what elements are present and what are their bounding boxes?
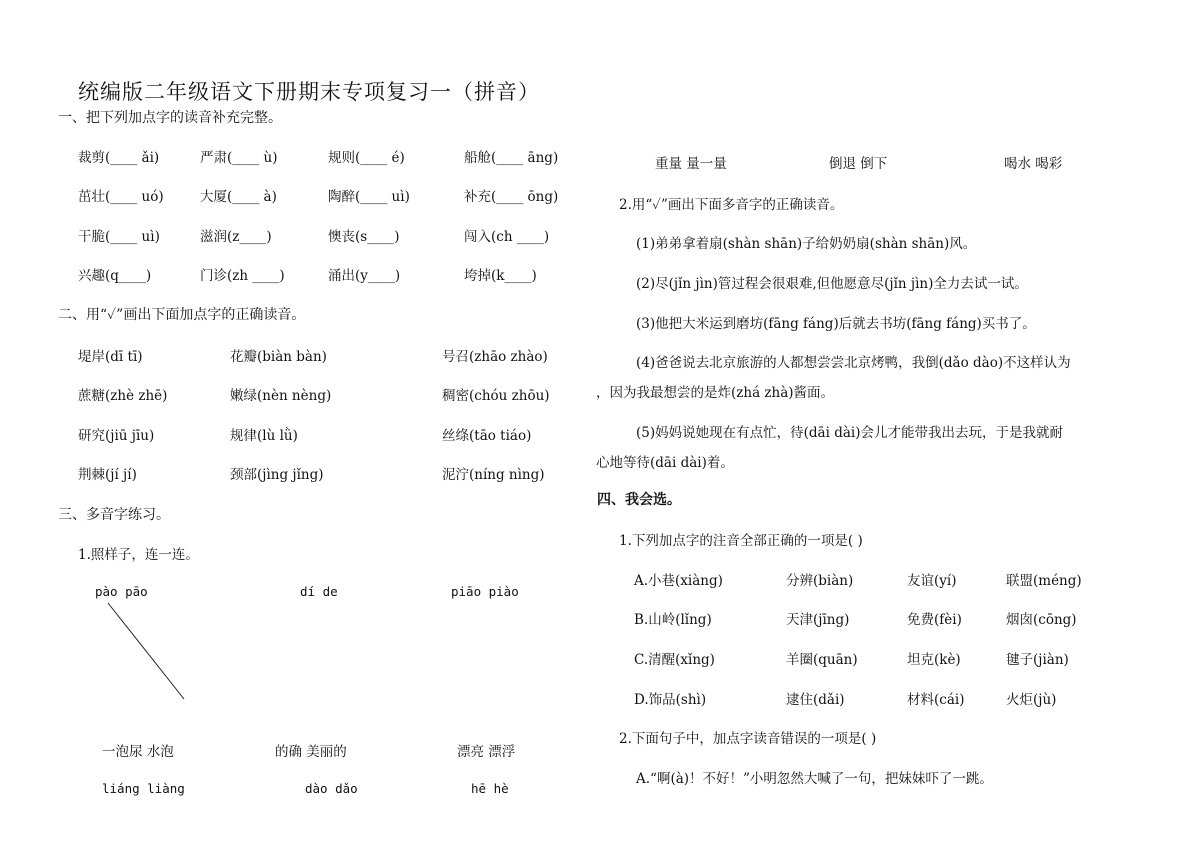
s4-q2: 2.下面句子中，加点字读音错误的一项是( ) (619, 731, 877, 747)
word-pair: 重量 量一量 (655, 156, 727, 172)
s2-item: 稠密(chóu zhōu) (442, 388, 550, 404)
s1-item: 门诊(zh ____) (200, 268, 285, 284)
s4-q2-option-a: A.“啊(à)！不好！”小明忽然大喊了一句，把妹妹吓了一跳。 (636, 771, 993, 787)
choice-option: 烟囱(cōng) (1006, 612, 1077, 628)
s1-item: 兴趣(q____) (78, 268, 152, 284)
s2-item: 研究(jiū jīu) (78, 428, 155, 444)
s4-q1: 1.下列加点字的注音全部正确的一项是( ) (619, 533, 863, 549)
s1-item: 闯入(ch ____) (464, 229, 550, 245)
s1-item: 茁壮(____ uó) (78, 189, 164, 205)
section-4-heading: 四、我会选。 (597, 492, 681, 508)
s1-item: 严肃(____ ù) (200, 150, 278, 166)
s2-item: 泥泞(níng nìng) (442, 467, 545, 483)
section-2-heading: 二、用“✓”画出下面加点字的正确读音。 (58, 307, 306, 323)
section-3-heading: 三、多音字练习。 (58, 507, 170, 523)
choice-option: C.清醒(xǐng) (634, 652, 715, 668)
choice-option: 火炬(jù) (1006, 692, 1057, 708)
s1-item: 补充(____ ōng) (464, 189, 559, 205)
word-pair: 漂亮 漂浮 (457, 744, 516, 760)
s1-item: 涌出(y____) (328, 268, 401, 284)
sentence: ，因为我最想尝的是炸(zhá zhà)酱面。 (596, 385, 835, 401)
word-pair: 喝水 喝彩 (1004, 156, 1063, 172)
choice-option: 逮住(dǎi) (786, 692, 845, 708)
pinyin-option: liáng liàng (102, 781, 185, 796)
s2-item: 颈部(jìng jǐng) (230, 467, 324, 483)
sentence: 心地等待(dāi dài)着。 (596, 455, 734, 471)
choice-option: 天津(jīng) (786, 612, 850, 628)
s3-q2: 2.用“✓”画出下面多音字的正确读音。 (619, 197, 844, 213)
choice-option: 友谊(yí) (907, 573, 957, 589)
s1-item: 裁剪(____ ǎi) (78, 150, 160, 166)
choice-option: 免费(fèi) (907, 612, 962, 628)
s2-item: 号召(zhāo zhào) (442, 349, 548, 365)
sentence: (5)妈妈说她现在有点忙，待(dāi dài)会儿才能带我出去玩，于是我就耐 (636, 425, 1063, 441)
choice-option: B.山岭(lǐng) (634, 612, 712, 628)
choice-option: A.小巷(xiàng) (634, 573, 723, 589)
pinyin-option: dào dǎo (305, 781, 358, 796)
s2-item: 荆棘(jí jí) (78, 467, 137, 483)
choice-option: 坦克(kè) (907, 652, 961, 668)
word-pair: 一泡尿 水泡 (102, 744, 174, 760)
s1-item: 船舱(____ āng) (464, 150, 559, 166)
pinyin-option: piāo piào (451, 584, 519, 599)
choice-option: 毽子(jiàn) (1006, 652, 1069, 668)
s2-item: 蔗糖(zhè zhē) (78, 388, 168, 404)
s1-item: 干脆(____ uì) (78, 229, 160, 245)
s2-item: 丝绦(tāo tiáo) (442, 428, 532, 444)
pinyin-option: dí de (300, 584, 338, 599)
choice-option: 联盟(méng) (1006, 573, 1082, 589)
sentence: (1)弟弟拿着扇(shàn shān)子给奶奶扇(shàn shān)风。 (636, 236, 977, 252)
word-pair: 倒退 倒下 (829, 156, 888, 172)
choice-option: 材料(cái) (907, 692, 965, 708)
pinyin-option: hē hè (471, 781, 509, 796)
choice-option: 羊圈(quān) (786, 652, 858, 668)
s1-item: 垮掉(k____) (464, 268, 537, 284)
page-title: 统编版二年级语文下册期末专项复习一（拼音） (78, 80, 540, 104)
choice-option: D.饰品(shì) (634, 692, 707, 708)
s2-item: 花瓣(biàn bàn) (230, 349, 327, 365)
s3-q1: 1.照样子，连一连。 (78, 547, 199, 563)
s1-item: 滋润(z____) (200, 229, 272, 245)
pinyin-option: pào pāo (95, 584, 148, 599)
s2-item: 堤岸(dī tī) (78, 349, 143, 365)
sentence: (3)他把大米运到磨坊(fāng fáng)后就去书坊(fāng fáng)买书了。 (636, 316, 1036, 332)
s2-item: 规律(lù lǜ) (230, 428, 298, 444)
s1-item: 大厦(____ à) (200, 189, 277, 205)
section-1-heading: 一、把下列加点字的读音补充完整。 (58, 110, 282, 126)
s1-item: 规则(____ é) (328, 150, 405, 166)
s1-item: 懊丧(s____) (328, 229, 400, 245)
choice-option: 分辨(biàn) (786, 573, 854, 589)
word-pair: 的确 美丽的 (275, 744, 347, 760)
sentence: (2)尽(jǐn jìn)管过程会很艰难,但他愿意尽(jǐn jìn)全力去试一试。 (636, 276, 1028, 292)
sentence: (4)爸爸说去北京旅游的人都想尝尝北京烤鸭，我倒(dǎo dào)不这样认为 (636, 355, 1071, 371)
s2-item: 嫩绿(nèn nèng) (230, 388, 332, 404)
s1-item: 陶醉(____ uì) (328, 189, 410, 205)
